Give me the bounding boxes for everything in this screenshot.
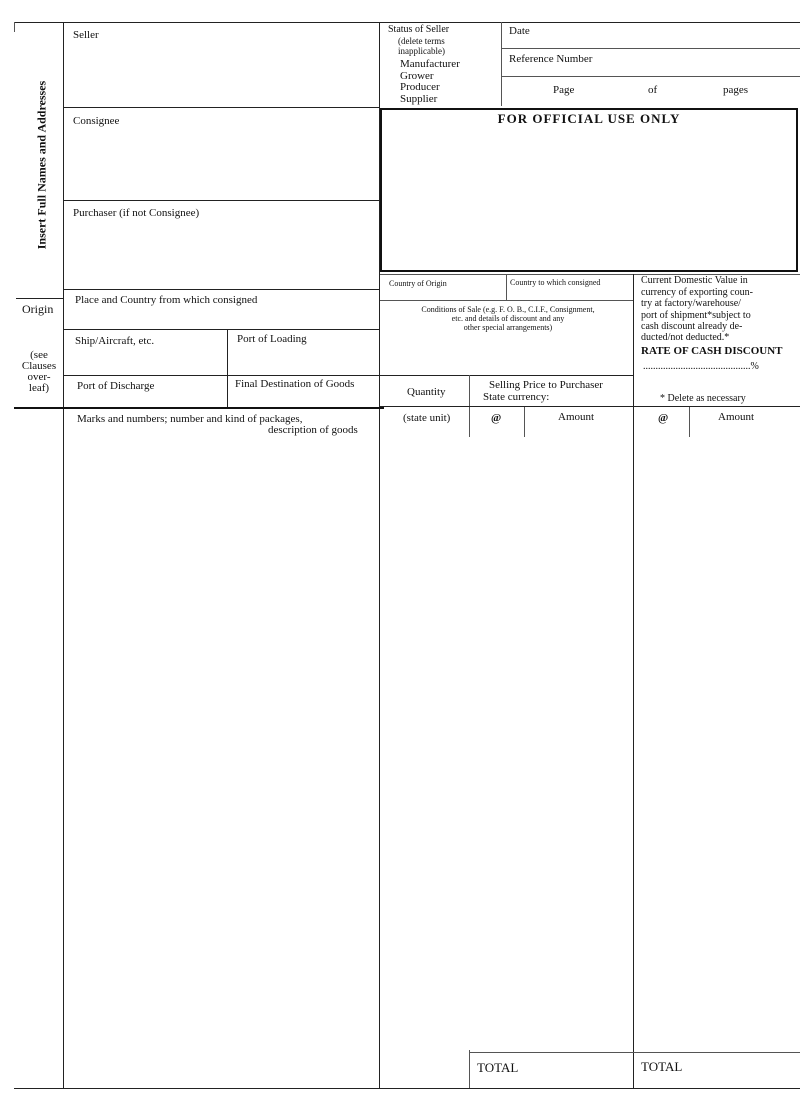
quantity-right-line — [469, 375, 470, 407]
page-of-label: of — [648, 84, 658, 96]
total-label-2: TOTAL — [641, 1059, 683, 1074]
total-label-1: TOTAL — [477, 1060, 519, 1075]
rate-discount-line: ...........................................% — [643, 361, 759, 372]
domestic-value-line-4: port of shipment*subject to — [641, 310, 751, 321]
marks-label-line-1: Marks and numbers; number and kind of packages, — [77, 413, 303, 425]
total-top-line — [469, 1052, 800, 1053]
reference-label: Reference Number — [509, 53, 593, 65]
ship-bottom-line — [63, 375, 633, 376]
total-left-line — [469, 1050, 470, 1088]
unit-col-line — [469, 407, 470, 437]
at-symbol-1: @ — [491, 412, 502, 424]
delete-note: * Delete as necessary — [660, 393, 746, 404]
status-note-1: (delete terms — [398, 36, 445, 46]
seller-bottom-line — [63, 107, 380, 108]
consignee-bottom-line — [63, 200, 380, 201]
at2-col-line — [689, 407, 690, 437]
purchaser-label: Purchaser (if not Consignee) — [73, 207, 200, 219]
country-consigned-label: Country to which consigned — [510, 278, 601, 287]
marks-top-line — [14, 407, 384, 409]
page-label: Page — [553, 84, 575, 96]
status-note-2: inapplicable) — [398, 46, 445, 56]
status-option-producer: Producer — [400, 81, 440, 93]
quantity-label: Quantity — [407, 386, 446, 398]
marks-label-line-2: description of goods — [268, 424, 358, 436]
status-option-manufacturer: Manufacturer — [400, 58, 460, 70]
header-bottom-line — [380, 406, 800, 407]
amount-label-1: Amount — [558, 411, 595, 423]
status-option-grower: Grower — [400, 70, 434, 82]
pages-label: pages — [723, 84, 749, 96]
domestic-value-line-3: try at factory/warehouse/ — [641, 298, 741, 309]
origin-side-label: Origin — [22, 302, 54, 316]
right-vertical-line — [633, 274, 634, 1088]
place-country-label: Place and Country from which consigned — [75, 294, 258, 306]
at-symbol-2: @ — [658, 412, 669, 424]
clauses-line-2: Clauses — [21, 360, 57, 372]
origin-divider — [16, 298, 63, 299]
clauses-line-4: leaf) — [28, 382, 50, 394]
domestic-value-line-6: ducted/not deducted.* — [641, 332, 730, 343]
port-discharge-label: Port of Discharge — [77, 380, 155, 392]
date-bottom-line — [501, 48, 800, 49]
country-divider — [506, 274, 507, 300]
purchaser-bottom-line — [63, 289, 380, 290]
domestic-value-line-1: Current Domestic Value in — [641, 275, 748, 286]
rate-discount-label: RATE OF CASH DISCOUNT — [641, 345, 783, 357]
bottom-border — [14, 1088, 800, 1089]
final-destination-label: Final Destination of Goods — [235, 378, 355, 390]
left-edge-tick — [14, 22, 15, 32]
clauses-line-1: (see — [30, 349, 48, 361]
status-right-line — [501, 22, 502, 106]
domestic-value-line-2: currency of exporting coun- — [641, 287, 753, 298]
conditions-line-2: etc. and details of discount and any — [451, 314, 565, 323]
port-loading-label: Port of Loading — [237, 333, 307, 345]
consignee-label: Consignee — [73, 115, 120, 127]
seller-label: Seller — [73, 29, 99, 41]
reference-bottom-line — [501, 76, 800, 77]
clauses-line-3: over- — [27, 371, 51, 383]
left-column-border — [63, 22, 64, 1088]
official-use-title: FOR OFFICIAL USE ONLY — [497, 111, 681, 126]
official-use-box — [380, 108, 798, 272]
date-label: Date — [509, 25, 530, 37]
addresses-side-label: Insert Full Names and Addresses — [34, 80, 49, 250]
domestic-value-line-5: cash discount already de- — [641, 321, 743, 332]
status-title: Status of Seller — [388, 24, 450, 35]
selling-price-label: Selling Price to Purchaser — [489, 379, 603, 391]
ship-port-divider — [227, 329, 228, 407]
conditions-line-1: Conditions of Sale (e.g. F. O. B., C.I.F., Consignment, — [421, 305, 595, 314]
state-currency-label: State currency: — [483, 391, 550, 403]
status-option-supplier: Supplier — [400, 93, 438, 105]
country-origin-label: Country of Origin — [389, 279, 447, 288]
amount-label-2: Amount — [718, 411, 755, 423]
conditions-line-3: other special arrangements) — [463, 323, 553, 332]
ship-label: Ship/Aircraft, etc. — [75, 335, 155, 347]
place-bottom-line — [63, 329, 380, 330]
country-bottom-line — [380, 300, 633, 301]
at-col-line — [524, 407, 525, 437]
state-unit-label: (state unit) — [403, 412, 451, 424]
top-border — [14, 22, 800, 23]
